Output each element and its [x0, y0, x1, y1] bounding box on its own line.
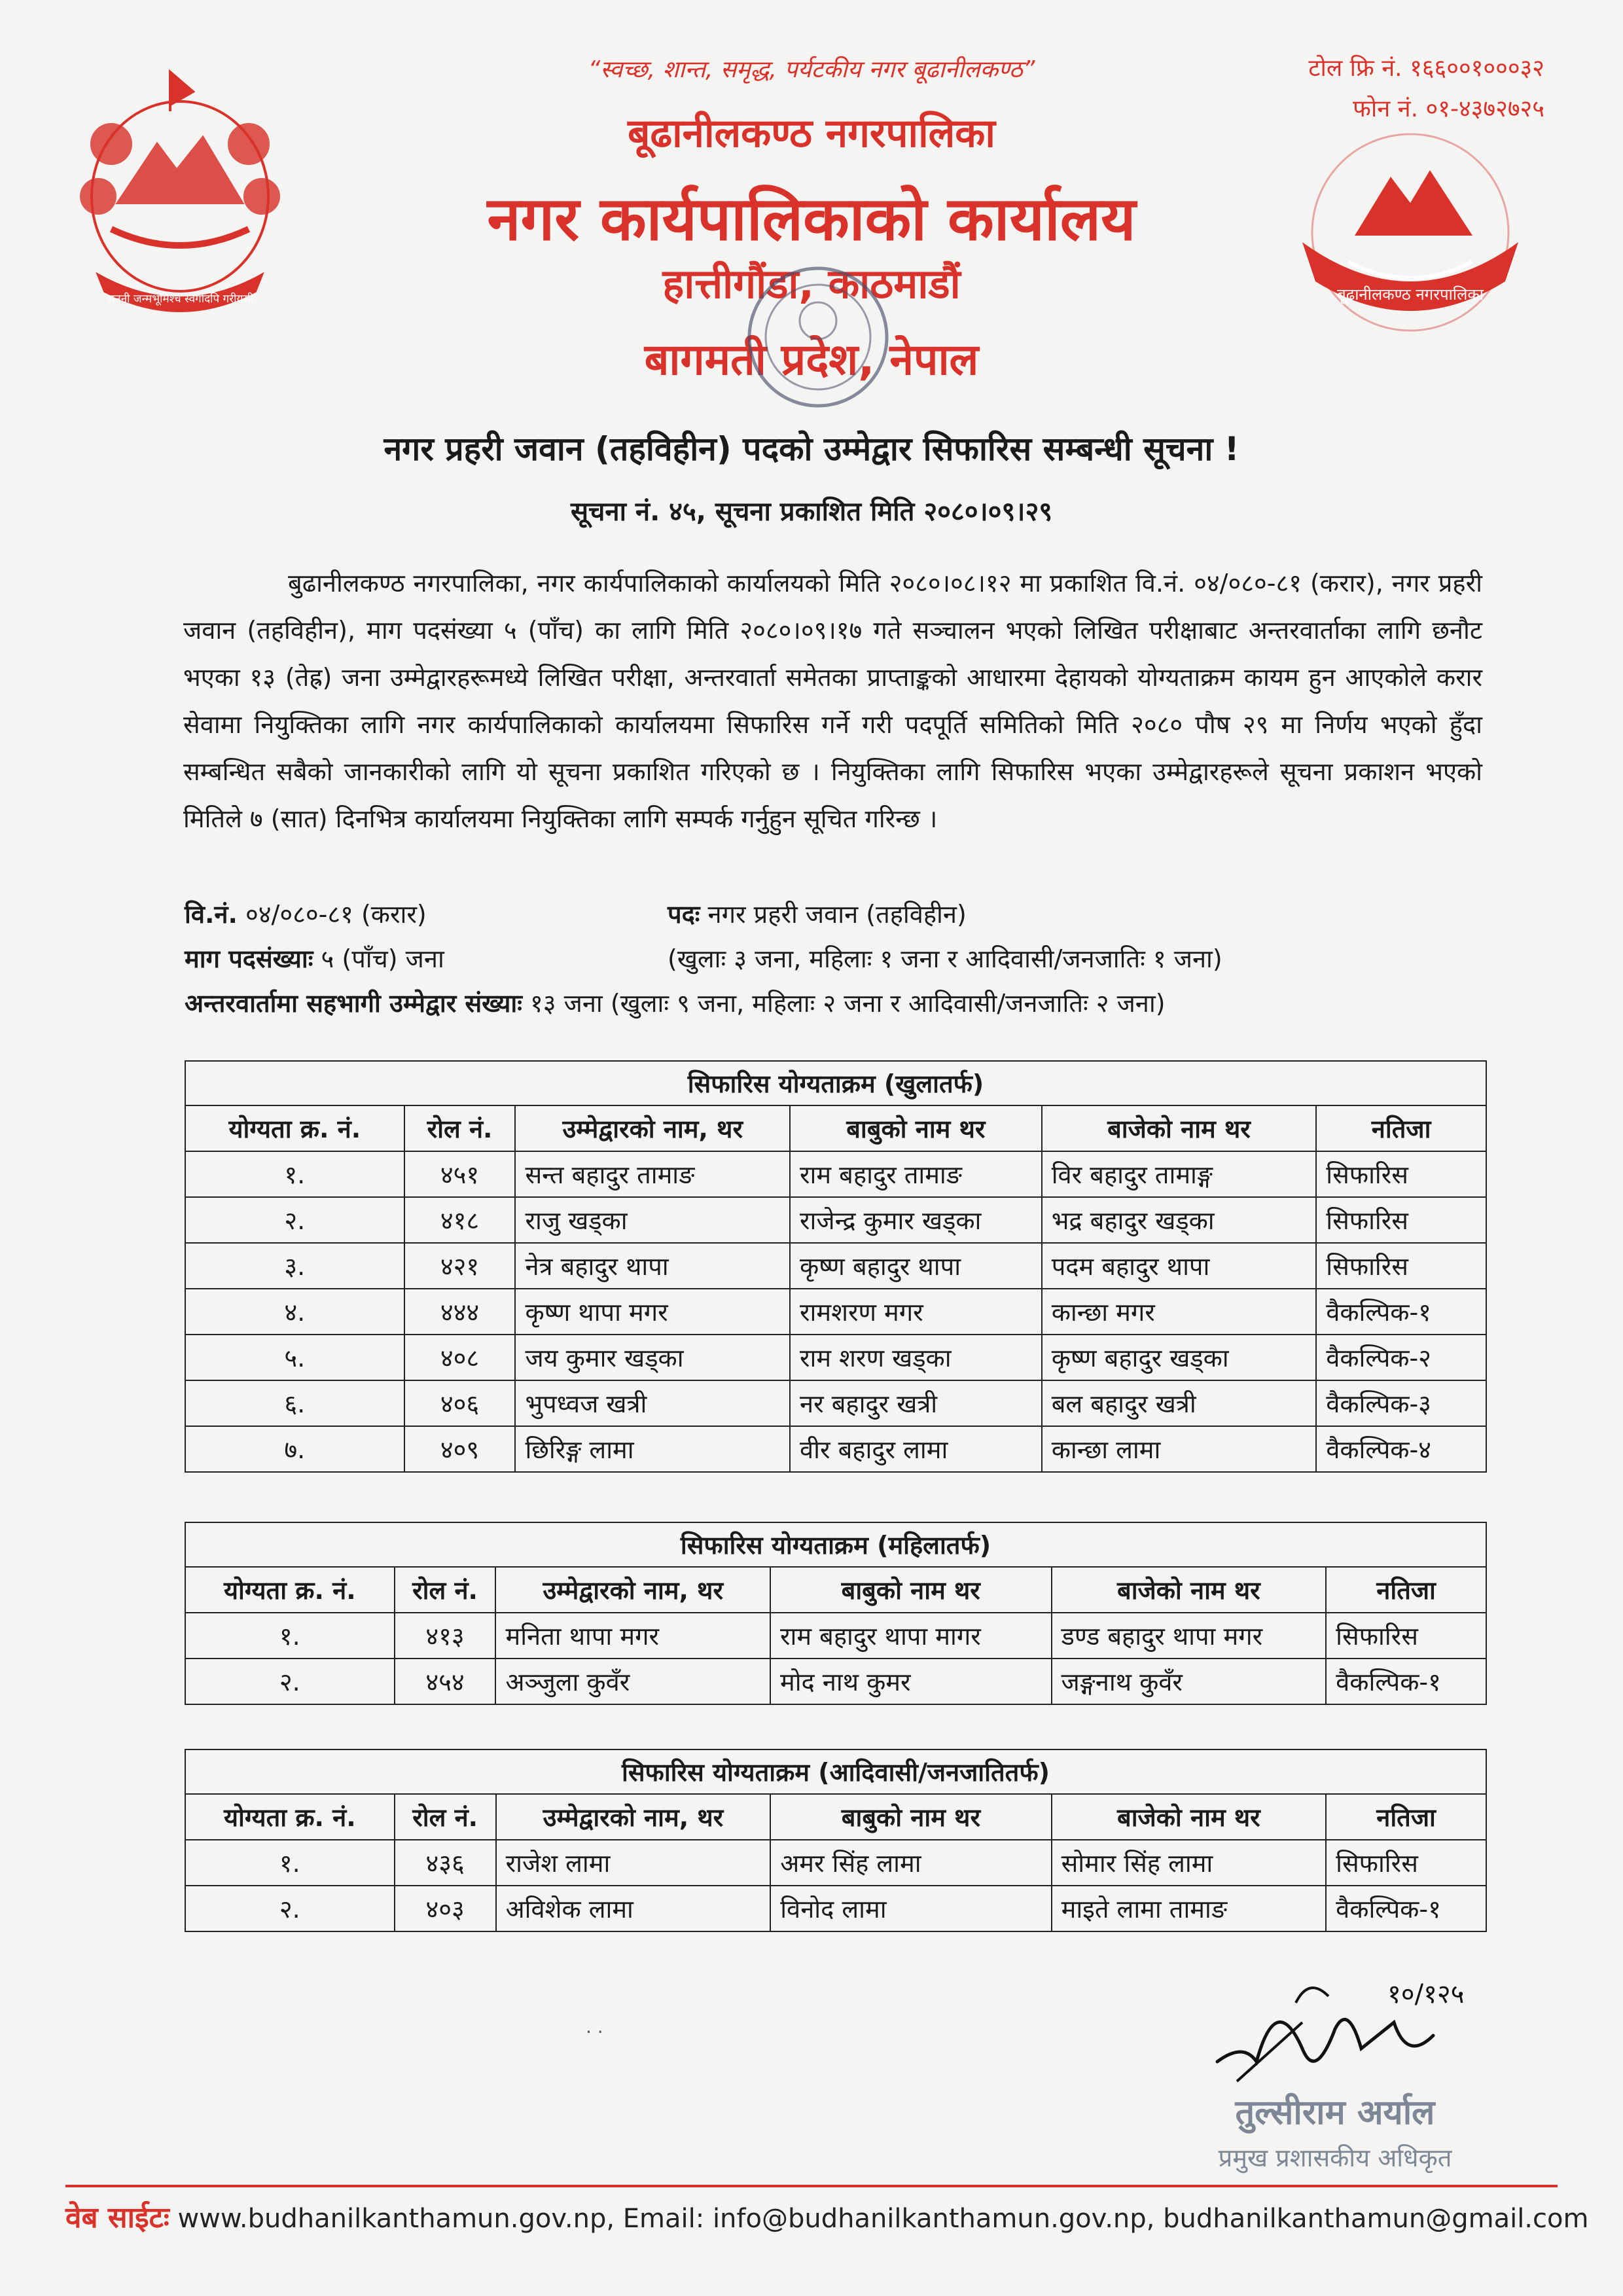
- cell-grandfather: डण्ड बहादुर थापा मगर: [1052, 1613, 1327, 1659]
- table-caption: सिफारिस योग्यताक्रम (महिलातर्फ): [185, 1522, 1486, 1567]
- cell-rank: ३.: [185, 1243, 404, 1289]
- cell-result: वैकल्पिक-१: [1326, 1659, 1486, 1704]
- cell-grandfather: सोमार सिंह लामा: [1052, 1840, 1327, 1886]
- col-roll: रोल नं.: [395, 1567, 496, 1613]
- cell-result: सिफारिस: [1316, 1151, 1486, 1197]
- cell-father: विनोद लामा: [770, 1886, 1051, 1931]
- col-rank: योग्यता क्र. नं.: [185, 1105, 404, 1151]
- svg-text:बूढानीलकण्ठ नगरपालिका: बूढानीलकण्ठ नगरपालिका: [1336, 285, 1484, 304]
- col-name: उम्मेद्वारको नाम, थर: [496, 1794, 771, 1840]
- col-rank: योग्यता क्र. नं.: [185, 1794, 395, 1840]
- footer-divider: [65, 2185, 1558, 2187]
- col-grandfather: बाजेको नाम थर: [1042, 1105, 1317, 1151]
- signatory-title: प्रमुख प्रशासकीय अधिकृत: [1218, 2144, 1452, 2172]
- cell-rank: ४.: [185, 1289, 404, 1335]
- cell-result: वैकल्पिक-२: [1316, 1335, 1486, 1380]
- cell-result: सिफारिस: [1326, 1840, 1486, 1886]
- demand-value: ५ (पाँच) जना: [321, 944, 444, 973]
- footer: [65, 2197, 1589, 2236]
- col-result: नतिजा: [1326, 1794, 1486, 1840]
- interview-info: [185, 986, 1166, 1020]
- col-father: बाबुको नाम थर: [790, 1105, 1042, 1151]
- cell-roll: ४१८: [404, 1197, 516, 1243]
- demand-info: [185, 941, 444, 975]
- col-result: नतिजा: [1326, 1567, 1486, 1613]
- interview-value: १३ जना (खुलाः ९ जना, महिलाः २ जना र आदिवासी/जनजातिः २ जना): [530, 989, 1166, 1018]
- cell-rank: १.: [185, 1151, 404, 1197]
- table-caption: सिफारिस योग्यताक्रम (आदिवासी/जनजातितर्फ): [185, 1749, 1486, 1794]
- notice-title: नगर प्रहरी जवान (तहविहीन) पदको उम्मेद्वार सिफारिस सम्बन्धी सूचना !: [383, 430, 1240, 468]
- cell-roll: ४४४: [404, 1289, 516, 1335]
- table-row: [185, 1289, 1486, 1335]
- municipality-name: बूढानीलकण्ठ नगरपालिका: [628, 111, 995, 156]
- cell-father: नर बहादुर खत्री: [790, 1380, 1042, 1426]
- table-header-row: [185, 1567, 1486, 1613]
- cell-name: राजेश लामा: [496, 1840, 771, 1886]
- cell-grandfather: विर बहादुर तामाङ्ग: [1042, 1151, 1317, 1197]
- cell-roll: ४३६: [395, 1840, 496, 1886]
- scan-specks: · ·: [586, 2021, 603, 2043]
- cell-rank: २.: [185, 1886, 395, 1931]
- cell-name: जय कुमार खड्का: [515, 1335, 790, 1380]
- cell-result: वैकल्पिक-१: [1316, 1289, 1486, 1335]
- cell-father: रामशरण मगर: [790, 1289, 1042, 1335]
- cell-roll: ४०९: [404, 1426, 516, 1472]
- table-row: [185, 1380, 1486, 1426]
- table-row: [185, 1613, 1486, 1659]
- table-row: [185, 1243, 1486, 1289]
- cell-rank: १.: [185, 1613, 395, 1659]
- cell-rank: ६.: [185, 1380, 404, 1426]
- cell-grandfather: कान्छा मगर: [1042, 1289, 1317, 1335]
- cell-name: नेत्र बहादुर थापा: [515, 1243, 790, 1289]
- col-father: बाबुको नाम थर: [770, 1567, 1052, 1613]
- col-rank: योग्यता क्र. नं.: [185, 1567, 395, 1613]
- open-merit-table: [185, 1060, 1487, 1473]
- cell-grandfather: जङ्गनाथ कुवँर: [1052, 1659, 1327, 1704]
- cell-father: राम बहादुर थापा मागर: [770, 1613, 1052, 1659]
- cell-father: राम बहादुर तामाङ: [790, 1151, 1042, 1197]
- table-caption: सिफारिस योग्यताक्रम (खुलातर्फ): [185, 1061, 1486, 1105]
- indigenous-merit-table: [185, 1749, 1487, 1932]
- svg-text:जननी जन्मभूमिश्च स्वर्गादपि गर: जननी जन्मभूमिश्च स्वर्गादपि गरीयसी: [106, 293, 254, 306]
- table-row: [185, 1840, 1486, 1886]
- cell-grandfather: माइते लामा तामाङ: [1052, 1886, 1327, 1931]
- advertisement-number: [185, 897, 427, 931]
- cell-rank: २.: [185, 1659, 395, 1704]
- table-header-row: [185, 1105, 1486, 1151]
- col-grandfather: बाजेको नाम थर: [1052, 1567, 1327, 1613]
- cell-result: वैकल्पिक-४: [1316, 1426, 1486, 1472]
- col-name: उम्मेद्वारको नाम, थर: [495, 1567, 770, 1613]
- col-name: उम्मेद्वारको नाम, थर: [515, 1105, 790, 1151]
- cell-rank: १.: [185, 1840, 395, 1886]
- website-label: वेब साईटः: [65, 2201, 169, 2234]
- slogan: “स्वच्छ, शान्त, समृद्ध, पर्यटकीय नगर बूढानीलकण्ठ”: [588, 56, 1035, 83]
- col-roll: रोल नं.: [404, 1105, 516, 1151]
- cell-rank: ५.: [185, 1335, 404, 1380]
- col-grandfather: बाजेको नाम थर: [1052, 1794, 1327, 1840]
- adv-value: ०४/०८०-८१ (करार): [245, 900, 427, 929]
- table-row: [185, 1335, 1486, 1380]
- signatory-name: तुल्सीराम अर्याल: [1235, 2093, 1435, 2132]
- cell-grandfather: कान्छा लामा: [1042, 1426, 1317, 1472]
- interview-label: अन्तरवार्तामा सहभागी उम्मेद्वार संख्याः: [185, 989, 522, 1018]
- cell-roll: ४१३: [395, 1613, 496, 1659]
- col-father: बाबुको नाम थर: [770, 1794, 1051, 1840]
- office-name: नगर कार्यपालिकाको कार्यालय: [487, 184, 1136, 254]
- office-stamp-icon: [740, 259, 897, 416]
- cell-name: मनिता थापा मगर: [495, 1613, 770, 1659]
- address-line-2: बागमती प्रदेश, नेपाल: [644, 334, 979, 385]
- adv-label: वि.नं.: [185, 900, 238, 929]
- cell-result: वैकल्पिक-३: [1316, 1380, 1486, 1426]
- cell-rank: २.: [185, 1197, 404, 1243]
- cell-roll: ४५४: [395, 1659, 496, 1704]
- municipality-logo-icon: [1276, 124, 1544, 340]
- cell-result: सिफारिस: [1326, 1613, 1486, 1659]
- cell-result: सिफारिस: [1316, 1197, 1486, 1243]
- table-header-row: [185, 1794, 1486, 1840]
- cell-roll: ४०६: [404, 1380, 516, 1426]
- cell-name: भुपध्वज खत्री: [515, 1380, 790, 1426]
- cell-father: राजेन्द्र कुमार खड्का: [790, 1197, 1042, 1243]
- table-row: [185, 1886, 1486, 1931]
- col-result: नतिजा: [1316, 1105, 1486, 1151]
- women-merit-table: [185, 1522, 1487, 1705]
- post-info: [668, 897, 967, 931]
- notice-body: बुढानीलकण्ठ नगरपालिका, नगर कार्यपालिकाको कार्यालयको मिति २०८०।०८।१२ मा प्रकाशित वि.नं. ०४/०८०-८१ (करार), नगर प्रहरी जवान (तहविहीन), माग पदसंख्या ५ (पाँच) का लागि मिति २०८०।०९।१७ गते सञ्चालन भएको लिखित परीक्षाबाट अन्तरवार्ताका लागि छनौट भएका १३ (तेह्र) जना उम्मेद्वारहरूमध्ये लिखित परीक्षा, अन्तरवार्ता समेतका प्राप्ताङ्कको आधारमा देहायको योग्यताक्रम कायम हुन आएकोले करार सेवामा नियुक्तिका लागि नगर कार्यपालिकाको कार्यालयमा सिफारिस गर्ने गरी पदपूर्ति समितिको मिति २०८० पौष २९ मा निर्णय भएको हुँदा सम्बन्धित सबैको जानकारीको लागि यो सूचना प्रकाशित गरिएको छ । नियुक्तिका लागि सिफारिस भएका उम्मेद्वारहरूले सूचना प्रकाशन भएको मितिले ७ (सात) दिनभित्र कार्यालयमा नियुक्तिका लागि सम्पर्क गर्नुहुन सूचित गरिन्छ ।: [183, 569, 1482, 833]
- cell-roll: ४०८: [404, 1335, 516, 1380]
- signature-icon: [1198, 1950, 1472, 2101]
- demand-breakdown: (खुलाः ३ जना, महिलाः १ जना र आदिवासी/जनजातिः १ जना): [668, 944, 1222, 973]
- footer-contacts[interactable]: www.budhanilkanthamun.gov.np, Email: info@budhanilkanthamun.gov.np, budhanilkanthamun@gmail.com: [177, 2204, 1589, 2234]
- cell-name: राजु खड्का: [515, 1197, 790, 1243]
- toll-free-number: टोल फ्रि नं. १६६००१०००३२: [1308, 55, 1544, 82]
- cell-father: अमर सिंह लामा: [770, 1840, 1051, 1886]
- cell-father: मोद नाथ कुमर: [770, 1659, 1052, 1704]
- table-row: [185, 1426, 1486, 1472]
- cell-grandfather: भद्र बहादुर खड्का: [1042, 1197, 1317, 1243]
- contact-info: [1178, 48, 1544, 130]
- cell-father: कृष्ण बहादुर थापा: [790, 1243, 1042, 1289]
- cell-roll: ४२१: [404, 1243, 516, 1289]
- svg-text:१०/१२५: १०/१२५: [1387, 1979, 1465, 2009]
- post-value: नगर प्रहरी जवान (तहविहीन): [707, 900, 967, 929]
- cell-name: अञ्जुला कुवँर: [495, 1659, 770, 1704]
- col-roll: रोल नं.: [395, 1794, 496, 1840]
- phone-number: फोन नं. ०१-४३७२७२५: [1353, 96, 1544, 122]
- cell-grandfather: कृष्ण बहादुर खड्का: [1042, 1335, 1317, 1380]
- table-row: [185, 1151, 1486, 1197]
- cell-roll: ४०३: [395, 1886, 496, 1931]
- post-label: पदः: [668, 900, 700, 929]
- cell-grandfather: पदम बहादुर थापा: [1042, 1243, 1317, 1289]
- cell-roll: ४५१: [404, 1151, 516, 1197]
- cell-name: अविशेक लामा: [496, 1886, 771, 1931]
- nepal-emblem-icon: [72, 65, 288, 327]
- notice-subtitle: सूचना नं. ४५, सूचना प्रकाशित मिति २०८०।०९।२९: [570, 497, 1053, 527]
- cell-grandfather: बल बहादुर खत्री: [1042, 1380, 1317, 1426]
- table-row: [185, 1197, 1486, 1243]
- cell-father: राम शरण खड्का: [790, 1335, 1042, 1380]
- address-line-1: हात्तीगौंडा, काठमाडौं: [662, 260, 961, 308]
- cell-result: सिफारिस: [1316, 1243, 1486, 1289]
- cell-name: छिरिङ्ग लामा: [515, 1426, 790, 1472]
- table-row: [185, 1659, 1486, 1704]
- cell-father: वीर बहादुर लामा: [790, 1426, 1042, 1472]
- demand-label: माग पदसंख्याः: [185, 944, 313, 973]
- cell-result: वैकल्पिक-१: [1326, 1886, 1486, 1931]
- cell-name: सन्त बहादुर तामाङ: [515, 1151, 790, 1197]
- cell-name: कृष्ण थापा मगर: [515, 1289, 790, 1335]
- cell-rank: ७.: [185, 1426, 404, 1472]
